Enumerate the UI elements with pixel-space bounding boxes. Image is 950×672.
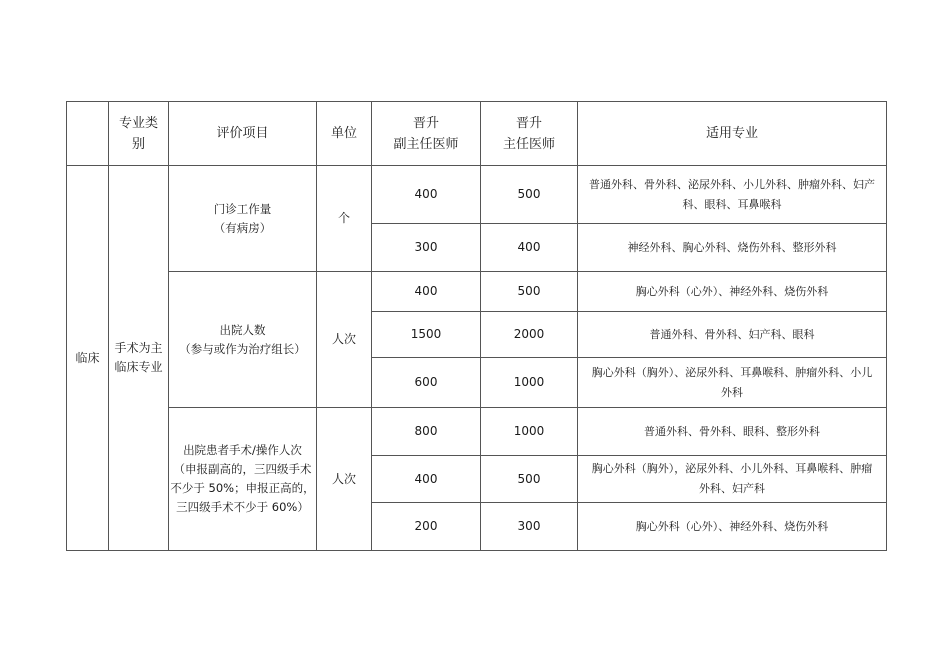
specialty-cell bbox=[578, 456, 887, 503]
header-deputy bbox=[372, 102, 481, 166]
item-line: 门诊工作量 bbox=[213, 201, 272, 216]
specialty-line: 胸心外科（胸外），泌尿外科、小儿外科、耳鼻喉科、肿瘤 bbox=[591, 462, 873, 475]
chief-value: 1000 bbox=[481, 408, 578, 456]
chief-value: 300 bbox=[481, 503, 578, 551]
header-specialty: 适用专业 bbox=[578, 102, 887, 166]
item-surgeries bbox=[169, 408, 317, 551]
item-line: （参与或作为治疗组长） bbox=[179, 341, 306, 356]
deputy-value: 400 bbox=[372, 166, 481, 224]
specialty-line: 普通外科、骨外科、眼科、整形外科 bbox=[644, 424, 820, 438]
header-chief bbox=[481, 102, 578, 166]
unit-cell: 个 bbox=[317, 166, 372, 272]
specialty-line: 外科 bbox=[721, 385, 743, 399]
category-line1: 手术为主 bbox=[114, 341, 163, 355]
chief-value: 500 bbox=[481, 166, 578, 224]
item-line: （申报副高的，三四级手术 bbox=[173, 462, 312, 476]
chief-value: 500 bbox=[481, 272, 578, 312]
specialty-cell bbox=[578, 312, 887, 358]
deputy-value: 1500 bbox=[372, 312, 481, 358]
deputy-value: 400 bbox=[372, 272, 481, 312]
specialty-cell bbox=[578, 503, 887, 551]
table-row bbox=[67, 166, 887, 224]
specialty-line: 胸心外科（心外）、神经外科、烧伤外科 bbox=[635, 519, 829, 533]
item-line: （有病房） bbox=[213, 220, 272, 235]
specialty-line: 普通外科、骨外科、泌尿外科、小儿外科、肿瘤外科、妇产 bbox=[589, 177, 875, 191]
category-line2: 临床专业 bbox=[114, 360, 163, 374]
header-chief-line2: 主任医师 bbox=[502, 136, 555, 152]
chief-value: 2000 bbox=[481, 312, 578, 358]
header-category bbox=[109, 102, 169, 166]
deputy-value: 300 bbox=[372, 224, 481, 272]
specialty-line: 科、眼科、耳鼻喉科 bbox=[682, 197, 782, 211]
specialty-line: 外科、妇产科 bbox=[699, 482, 765, 495]
specialty-cell bbox=[578, 224, 887, 272]
specialty-line: 普通外科、骨外科、妇产科、眼科 bbox=[649, 327, 815, 341]
header-row bbox=[67, 102, 887, 166]
item-outpatient bbox=[169, 166, 317, 272]
chief-value: 1000 bbox=[481, 358, 578, 408]
criteria-table bbox=[66, 101, 887, 551]
item-discharges bbox=[169, 272, 317, 408]
specialty-line: 胸心外科（胸外）、泌尿外科、耳鼻喉科、肿瘤外科、小儿 bbox=[591, 365, 873, 379]
header-item: 评价项目 bbox=[169, 102, 317, 166]
specialty-cell bbox=[578, 272, 887, 312]
unit-cell: 人次 bbox=[317, 272, 372, 408]
specialty-cell bbox=[578, 358, 887, 408]
header-unit: 单位 bbox=[317, 102, 372, 166]
item-line: 不少于 50%；申报正高的， bbox=[170, 481, 315, 495]
header-deputy-line1: 晋升 bbox=[412, 115, 439, 131]
table-row bbox=[67, 272, 887, 312]
category-cell bbox=[109, 166, 169, 551]
specialty-cell bbox=[578, 166, 887, 224]
item-line: 出院患者手术/操作人次 bbox=[183, 443, 302, 457]
deputy-value: 800 bbox=[372, 408, 481, 456]
chief-value: 400 bbox=[481, 224, 578, 272]
header-chief-line1: 晋升 bbox=[515, 115, 542, 131]
header-deputy-line2: 副主任医师 bbox=[393, 136, 459, 152]
item-line: 出院人数 bbox=[219, 322, 266, 337]
deputy-value: 200 bbox=[372, 503, 481, 551]
unit-cell: 人次 bbox=[317, 408, 372, 551]
chief-value: 500 bbox=[481, 456, 578, 503]
header-category-text: 专业类别 bbox=[118, 115, 158, 152]
specialty-line: 神经外科、胸心外科、烧伤外科、整形外科 bbox=[627, 240, 837, 254]
table-row bbox=[67, 408, 887, 456]
deputy-value: 400 bbox=[372, 456, 481, 503]
specialty-line: 胸心外科（心外）、神经外科、烧伤外科 bbox=[635, 284, 829, 298]
deputy-value: 600 bbox=[372, 358, 481, 408]
item-line: 三四级手术不少于 60%） bbox=[176, 500, 309, 514]
header-blank bbox=[67, 102, 109, 166]
specialty-cell bbox=[578, 408, 887, 456]
discipline-cell: 临床 bbox=[67, 166, 109, 551]
